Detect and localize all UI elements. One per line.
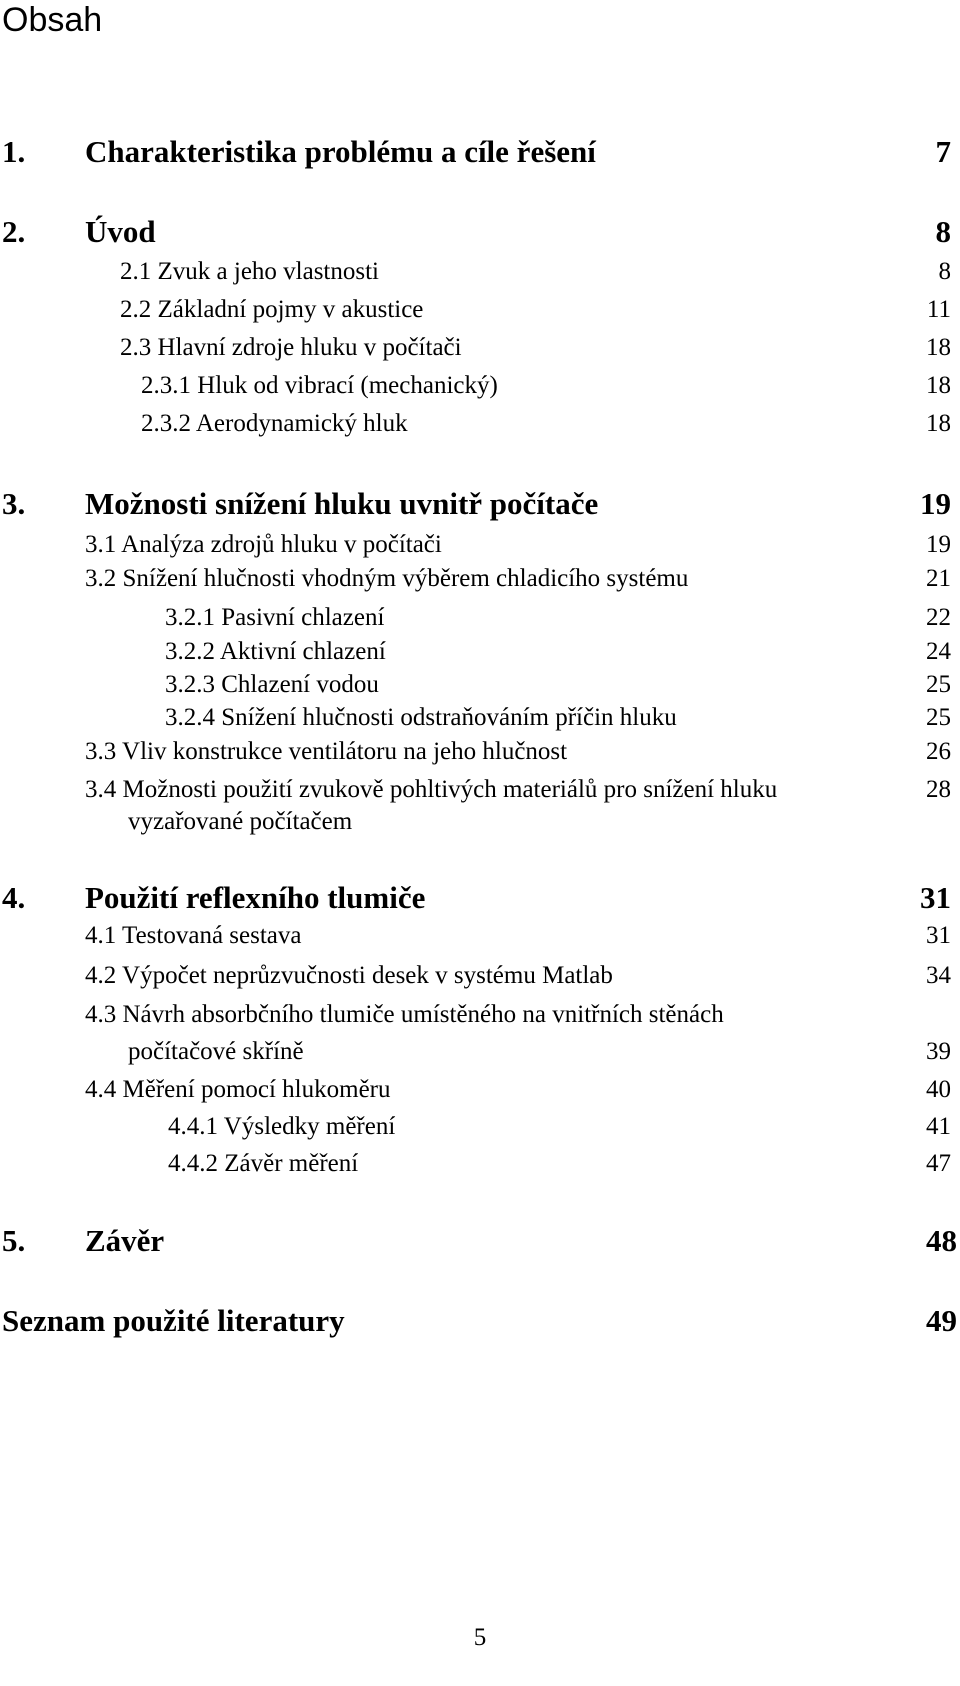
toc-text: 4.3 Návrh absorbčního tlumiče umístěného na vnitřních stěnách [85,1001,724,1028]
page-number: 5 [473,1624,487,1651]
toc-page: 19 [926,531,951,558]
toc-page: 7 [935,134,951,169]
toc-label: 3. [2,486,26,521]
toc-text: 3.2 Snížení hlučnosti vhodným výběrem chladicího systému [85,565,689,592]
toc-label: 4. [2,880,26,915]
page-title: Obsah [2,1,103,39]
toc-text: 3.1 Analýza zdrojů hluku v počítači [85,531,442,558]
toc-page: 18 [926,410,951,437]
toc-page: 8 [935,214,951,249]
toc-text: 2.1 Zvuk a jeho vlastnosti [120,258,379,285]
toc-text: vyzařované počítačem [128,808,353,835]
toc-page: 28 [926,776,951,803]
toc-text: 3.4 Možnosti použití zvukově pohltivých materiálů pro snížení hluku [85,776,778,803]
toc-page: 18 [926,334,951,361]
toc-page: 21 [926,565,951,592]
toc-page: 39 [926,1038,951,1065]
toc-text: 4.2 Výpočet neprůzvučnosti desek v systému Matlab [85,962,613,989]
toc-page: 26 [926,738,951,765]
toc-text: Použití reflexního tlumiče [85,880,426,915]
toc-page: 31 [920,880,951,915]
toc-page: 18 [926,372,951,399]
toc-page: 47 [926,1150,951,1177]
toc-page: 25 [926,671,951,698]
toc-text: 3.3 Vliv konstrukce ventilátoru na jeho hlučnost [85,738,568,765]
toc-text: 3.2.1 Pasivní chlazení [165,604,385,631]
toc-text: Závěr [85,1223,165,1258]
toc-page: 24 [926,638,951,665]
toc-text: 3.2.3 Chlazení vodou [165,671,379,698]
toc-page: 48 [926,1223,957,1258]
toc-page: 49 [926,1303,957,1338]
toc-text: 3.2.4 Snížení hlučnosti odstraňováním příčin hluku [165,704,677,731]
toc-text: Charakteristika problému a cíle řešení [85,134,596,169]
toc-text: Seznam použité literatury [2,1303,345,1338]
toc-label: 5. [2,1223,26,1258]
toc-text: 2.3.2 Aerodynamický hluk [141,410,408,437]
toc-page: 41 [926,1113,951,1140]
toc-page: 34 [926,962,951,989]
toc-text: 4.4 Měření pomocí hlukoměru [85,1076,391,1103]
toc-text: 3.2.2 Aktivní chlazení [165,638,386,665]
toc-page: 19 [920,486,951,521]
toc-text: Možnosti snížení hluku uvnitř počítače [85,486,599,521]
toc-page: 40 [926,1076,951,1103]
toc-page: 31 [926,922,951,949]
toc-text: 2.2 Základní pojmy v akustice [120,296,424,323]
toc-page: 22 [926,604,951,631]
toc-text: 4.4.2 Závěr měření [168,1150,359,1177]
toc-text: Úvod [85,214,156,249]
toc-page: 25 [926,704,951,731]
toc-text: 2.3.1 Hluk od vibrací (mechanický) [141,372,498,399]
toc-text: počítačové skříně [128,1038,304,1065]
toc-label: 2. [2,214,26,249]
toc-text: 4.4.1 Výsledky měření [168,1113,396,1140]
toc-text: 4.1 Testovaná sestava [85,922,302,949]
toc-page: 8 [938,258,951,285]
toc-text: 2.3 Hlavní zdroje hluku v počítači [120,334,462,361]
toc-label: 1. [2,134,26,169]
toc-page: 11 [926,296,951,323]
